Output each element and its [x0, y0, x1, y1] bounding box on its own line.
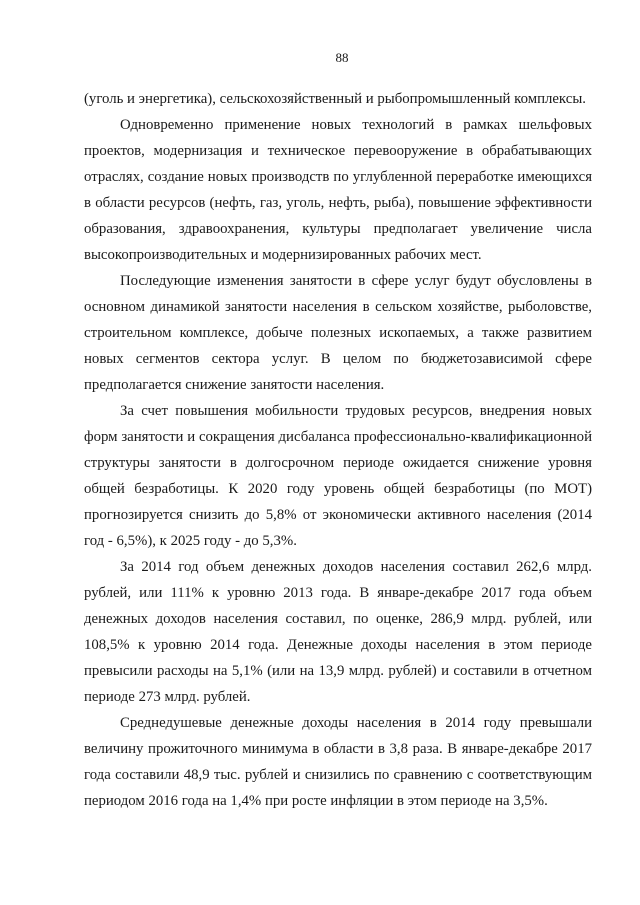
paragraph-6: Среднедушевые денежные доходы населения в 2014 году превышали величину прожиточного минимума в области в 3,8 раза. В январе-декабре 2017 года составили 48,9 тыс. рублей и снизились по сравнению с соответствующим периодом 2016 года на 1,4% при росте инфляции в этом периоде на 3,5%. [84, 715, 592, 809]
paragraph-5: За 2014 год объем денежных доходов населения составил 262,6 млрд. рублей, или 111% к уровню 2013 года. В январе-декабре 2017 года объем денежных доходов населения составил, по оценке, 286,9 млрд. рублей, или 108,5% к уровню 2014 года. Денежные доходы населения в этом периоде превысили расходы на 5,1% (или на 13,9 млрд. рублей) и составили в отчетном периоде 273 млрд. рублей. [84, 559, 592, 705]
paragraph-1: (уголь и энергетика), сельскохозяйственный и рыбопромышленный комплексы. [84, 91, 586, 107]
paragraph-4: За счет повышения мобильности трудовых ресурсов, внедрения новых форм занятости и сокращения дисбаланса профессионально-квалификационной структуры занятости в долгосрочном периоде ожидается снижение уровня общей безработицы. К 2020 году уровень общей безработицы (по МОТ) прогнозируется снизить до 5,8% от экономически активного населения (2014 год - 6,5%), к 2025 году - до 5,3%. [84, 403, 592, 549]
page-number: 88 [335, 50, 349, 65]
paragraph-3: Последующие изменения занятости в сфере услуг будут обусловлены в основном динамикой занятости населения в сельском хозяйстве, рыболовстве, строительном комплексе, добыче полезных ископаемых, а также развитием новых сегментов сектора услуг. В целом по бюджетозависимой сфере предполагается снижение занятости населения. [84, 273, 592, 393]
paragraph-2: Одновременно применение новых технологий в рамках шельфовых проектов, модернизация и техническое перевооружение в обрабатывающих отраслях, создание новых производств по углубленной переработке имеющихся в области ресурсов (нефть, газ, уголь, нефть, рыба), повышение эффективности образования, здравоохранения, культуры предполагает увеличение числа высокопроизводительных и модернизированных рабочих мест. [84, 117, 592, 263]
body-text [84, 86, 592, 814]
